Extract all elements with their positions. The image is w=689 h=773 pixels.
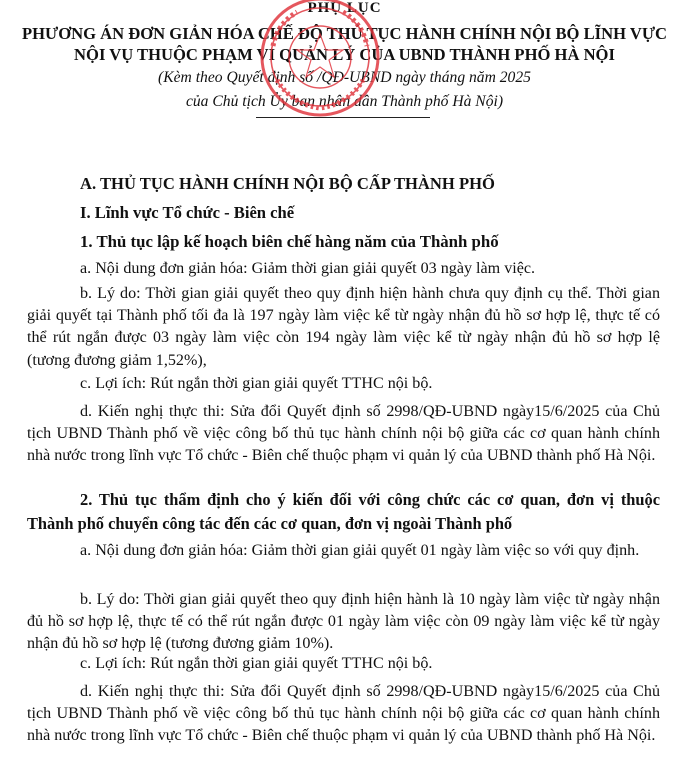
decision-reference-line-1: (Kèm theo Quyết định số /QĐ-UBND ngày tháng năm 2025	[158, 69, 531, 86]
procedure-2-recommendation: d. Kiến nghị thực thi: Sửa đổi Quyết định số 2998/QĐ-UBND ngày15/6/2025 của Chủ tịch UBND Thành phố về việc công bố thủ tục hành chính nội bộ giữa các cơ quan hành chính nhà nước trong lĩnh vực Tổ chức - Biên chế thuộc phạm vi quản lý của UBND thành phố Hà Nội.	[27, 683, 660, 745]
document-title-line-2: NỘI VỤ THUỘC PHẠM VI QUẢN LÝ CỦA UBND THÀNH PHỐ HÀ NỘI	[74, 45, 615, 64]
procedure-2-content: a. Nội dung đơn giản hóa: Giảm thời gian giải quyết 01 ngày làm việc so với quy định.	[80, 542, 640, 559]
procedure-1-reason: b. Lý do: Thời gian giải quyết theo quy định hiện hành chưa quy định cụ thể. Thời gian giải quyết tại Thành phố tối đa là 197 ngày làm việc kể từ ngày nhận đủ hồ sơ hợp lệ, thực tế có thể rút ngắn được 03 ngày làm việc còn 194 ngày làm việc kể từ ngày nhận đủ hồ sơ hợp lệ (tương đương giảm 1,52%),	[27, 285, 660, 369]
section-i-heading: I. Lĩnh vực Tổ chức - Biên chế	[80, 203, 295, 222]
procedure-2-heading: 2. Thủ tục thẩm định cho ý kiến đối với công chức các cơ quan, đơn vị thuộc Thành phố chuyển công tác đến các cơ quan, đơn vị ngoài Thành phố	[27, 490, 660, 533]
appendix-label: PHỤ LỤC	[307, 0, 382, 16]
document-title-line-1: PHƯƠNG ÁN ĐƠN GIẢN HÓA CHẾ ĐỘ THỦ TỤC HÀNH CHÍNH NỘI BỘ LĨNH VỰC	[21, 24, 668, 43]
decision-reference-line-2: của Chủ tịch Ủy ban nhân dân Thành phố Hà Nội)	[185, 93, 504, 110]
procedure-2-reason: b. Lý do: Thời gian giải quyết theo quy định hiện hành là 10 ngày làm việc từ ngày nhận đủ hồ sơ hợp lệ, thực tế có thể rút ngắn được 01 ngày làm việc còn 09 ngày làm việc kể từ ngày nhận đủ hồ sơ hợp lệ (tương đương giảm 10%).	[27, 591, 660, 653]
procedure-1-heading: 1. Thủ tục lập kế hoạch biên chế hàng năm của Thành phố	[80, 232, 499, 251]
procedure-1-benefit: c. Lợi ích: Rút ngắn thời gian giải quyết TTHC nội bộ.	[80, 375, 433, 392]
procedure-1-content: a. Nội dung đơn giản hóa: Giảm thời gian giải quyết 03 ngày làm việc.	[80, 260, 536, 277]
procedure-2-benefit: c. Lợi ích: Rút ngắn thời gian giải quyết TTHC nội bộ.	[80, 655, 433, 672]
procedure-1-recommendation: d. Kiến nghị thực thi: Sửa đổi Quyết định số 2998/QĐ-UBND ngày15/6/2025 của Chủ tịch UBND Thành phố về việc công bố thủ tục hành chính nội bộ giữa các cơ quan hành chính nhà nước trong lĩnh vực Tổ chức - Biên chế thuộc phạm vi quản lý của UBND thành phố Hà Nội.	[27, 403, 660, 465]
section-a-heading: A. THỦ TỤC HÀNH CHÍNH NỘI BỘ CẤP THÀNH PHỐ	[80, 174, 495, 193]
red-seal-stamp-icon	[257, 0, 383, 120]
